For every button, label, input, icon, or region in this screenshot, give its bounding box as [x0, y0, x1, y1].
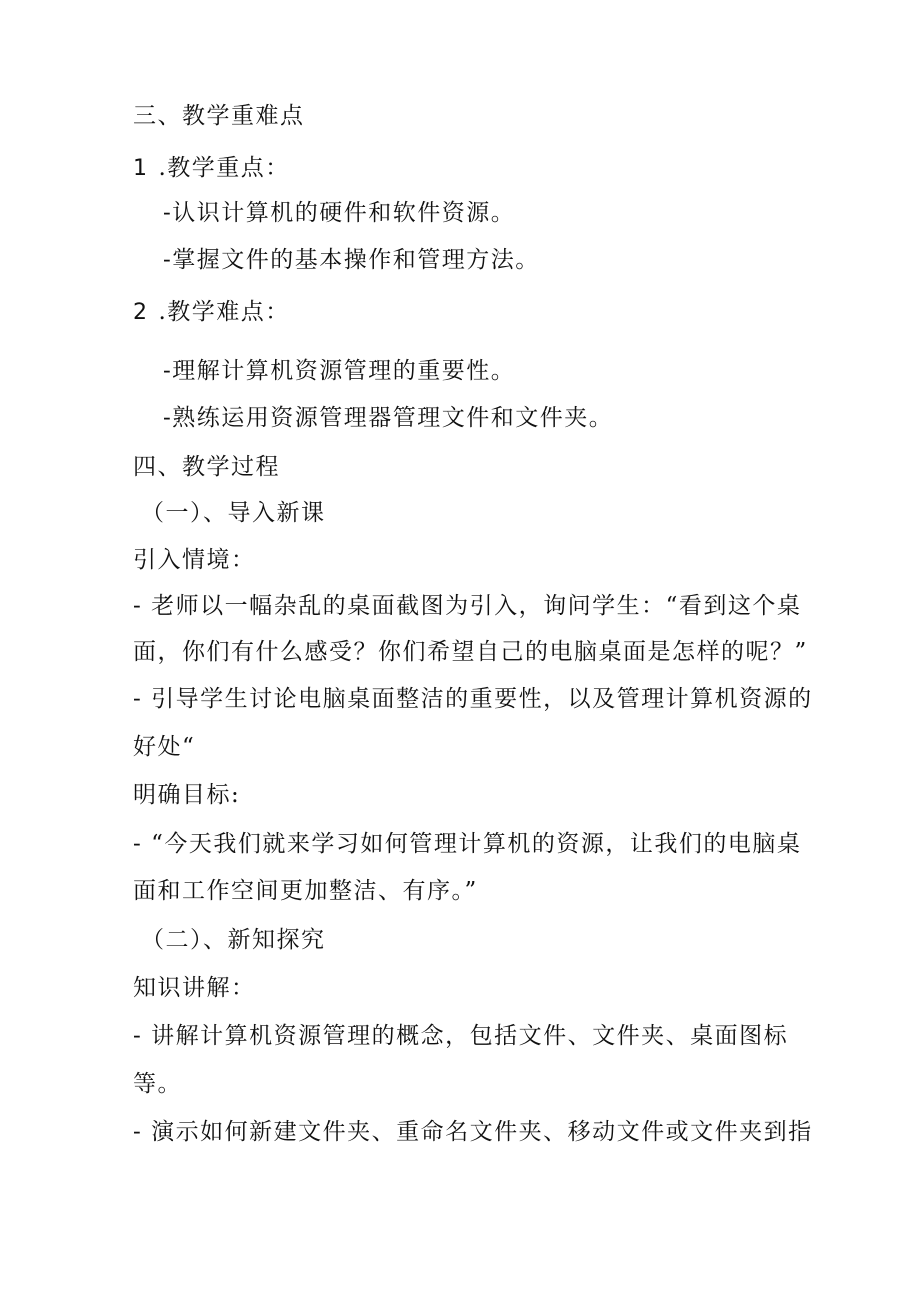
item-1-heading [133, 153, 290, 184]
item-1-bullet: -认识计算机的硬件和软件资源。 [163, 200, 516, 226]
goal-label: 明确目标: [133, 782, 241, 808]
section-heading-4: 四、教学过程 [133, 454, 280, 480]
knowledge-line: - 讲解计算机资源管理的概念，包括文件、文件夹、桌面图标 [133, 1023, 789, 1049]
part-1-heading: （一）、导入新课 [141, 500, 326, 526]
item-2-number: 2 [133, 300, 149, 325]
intro-line: - 老师以一幅杂乱的桌面截图为引入，询问学生：“看到这个桌 [133, 593, 802, 619]
item-1-bullet: -掌握文件的基本操作和管理方法。 [163, 247, 540, 273]
item-2-bullet: -熟练运用资源管理器管理文件和文件夹。 [163, 405, 614, 431]
intro-line: 好处“ [133, 734, 196, 760]
item-2-heading [133, 297, 290, 328]
knowledge-line: 等。 [133, 1071, 182, 1097]
intro-line: 面，你们有什么感受？你们希望自己的电脑桌面是怎样的呢？” [133, 639, 808, 665]
intro-label: 引入情境： [133, 547, 256, 573]
item-1-number: 1 [133, 156, 149, 181]
goal-line: 面和工作空间更加整洁、有序。” [133, 878, 478, 904]
item-2-label: .教学难点： [158, 299, 290, 325]
goal-line: - “今天我们就来学习如何管理计算机的资源，让我们的电脑桌 [133, 831, 802, 857]
knowledge-line: - 演示如何新建文件夹、重命名文件夹、移动文件或文件夹到指 [133, 1119, 813, 1145]
item-2-bullet: -理解计算机资源管理的重要性。 [163, 358, 516, 384]
intro-line: - 引导学生讨论电脑桌面整洁的重要性，以及管理计算机资源的 [133, 686, 813, 712]
knowledge-label: 知识讲解： [133, 975, 256, 1001]
part-2-heading: （二）、新知探究 [141, 927, 326, 953]
section-heading-3: 三、教学重难点 [133, 103, 305, 129]
item-1-label: .教学重点： [158, 155, 290, 181]
